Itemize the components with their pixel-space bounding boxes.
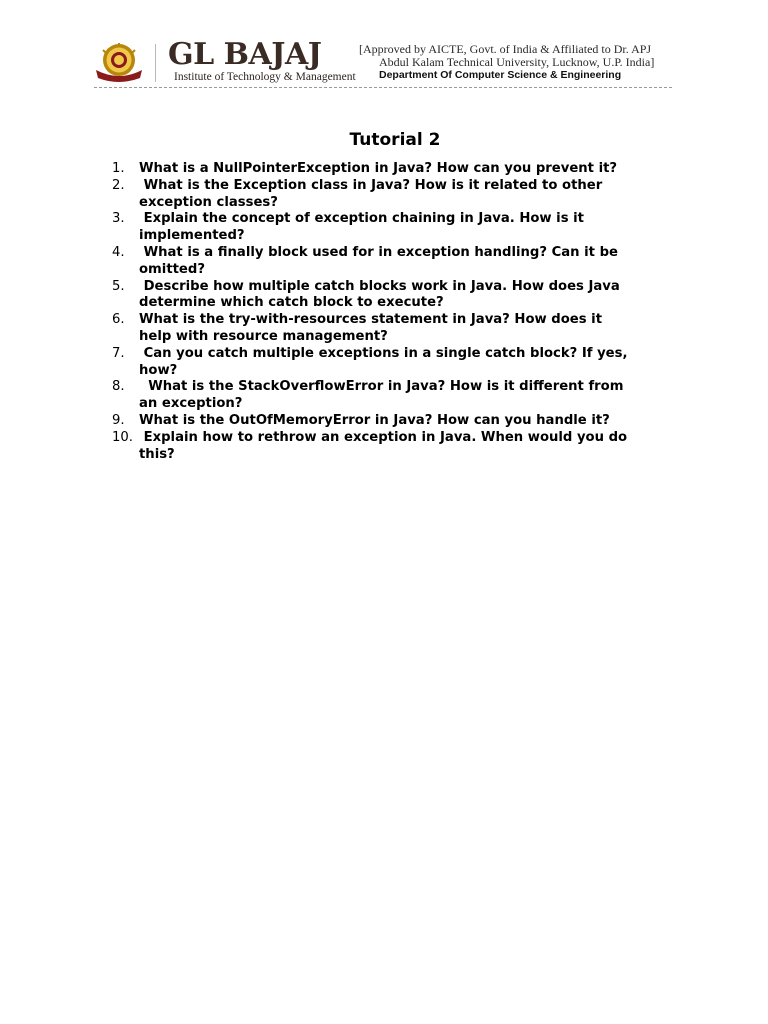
question-item-6 bbox=[112, 312, 672, 346]
question-number: 6. bbox=[112, 312, 125, 328]
question-item-7 bbox=[112, 346, 672, 380]
question-item-1 bbox=[112, 161, 672, 178]
question-number: 3. bbox=[112, 211, 125, 227]
question-item-4 bbox=[112, 245, 672, 279]
question-number: 2. bbox=[112, 177, 125, 193]
letterhead-separator bbox=[155, 44, 156, 82]
question-text: What is the Exception class in Java? How is it related to other exception classes? bbox=[139, 177, 603, 210]
question-number: 5. bbox=[112, 278, 125, 294]
question-text: What is the OutOfMemoryError in Java? How can you handle it? bbox=[139, 412, 610, 428]
question-number: 4. bbox=[112, 244, 125, 260]
question-item-5 bbox=[112, 279, 672, 313]
question-number: 9. bbox=[112, 412, 125, 428]
question-number: 10. bbox=[112, 429, 133, 445]
letterhead bbox=[92, 37, 674, 88]
question-text: Explain how to rethrow an exception in Java. When would you do this? bbox=[139, 429, 628, 462]
question-item-10 bbox=[112, 430, 672, 464]
question-text: Can you catch multiple exceptions in a single catch block? If yes, how? bbox=[139, 345, 628, 378]
question-number: 1. bbox=[112, 161, 125, 176]
question-item-9 bbox=[112, 413, 672, 430]
question-item-2 bbox=[112, 178, 672, 212]
question-text: What is the try-with-resources statement in Java? How does it help with resource management? bbox=[139, 312, 603, 344]
approval-statement-line-2: Abdul Kalam Technical University, Lucknow, U.P. India] bbox=[379, 55, 655, 69]
question-item-8 bbox=[112, 379, 672, 413]
institution-seal-icon bbox=[92, 42, 146, 84]
institute-name: GL BAJAJ bbox=[168, 37, 322, 72]
question-item-3 bbox=[112, 211, 672, 245]
document-title: Tutorial 2 bbox=[349, 130, 441, 150]
question-text: Explain the concept of exception chaining in Java. How is it implemented? bbox=[139, 211, 584, 244]
question-number: 7. bbox=[112, 345, 125, 361]
question-text: Describe how multiple catch blocks work in Java. How does Java determine which catch block to execute? bbox=[139, 278, 620, 311]
question-text: What is a NullPointerException in Java? How can you prevent it? bbox=[139, 161, 618, 176]
institute-subtitle: Institute of Technology & Management bbox=[174, 71, 356, 83]
question-list bbox=[112, 161, 672, 463]
header-divider bbox=[94, 87, 672, 88]
approval-statement-line-1: [Approved by AICTE, Govt. of India & Affiliated to Dr. APJ bbox=[359, 42, 652, 56]
question-text: What is a finally block used for in exception handling? Can it be omitted? bbox=[139, 244, 618, 277]
question-text: What is the StackOverflowError in Java? How is it different from an exception? bbox=[139, 379, 624, 412]
department-name: Department Of Computer Science & Engineering bbox=[379, 69, 622, 81]
question-number: 8. bbox=[112, 379, 125, 395]
